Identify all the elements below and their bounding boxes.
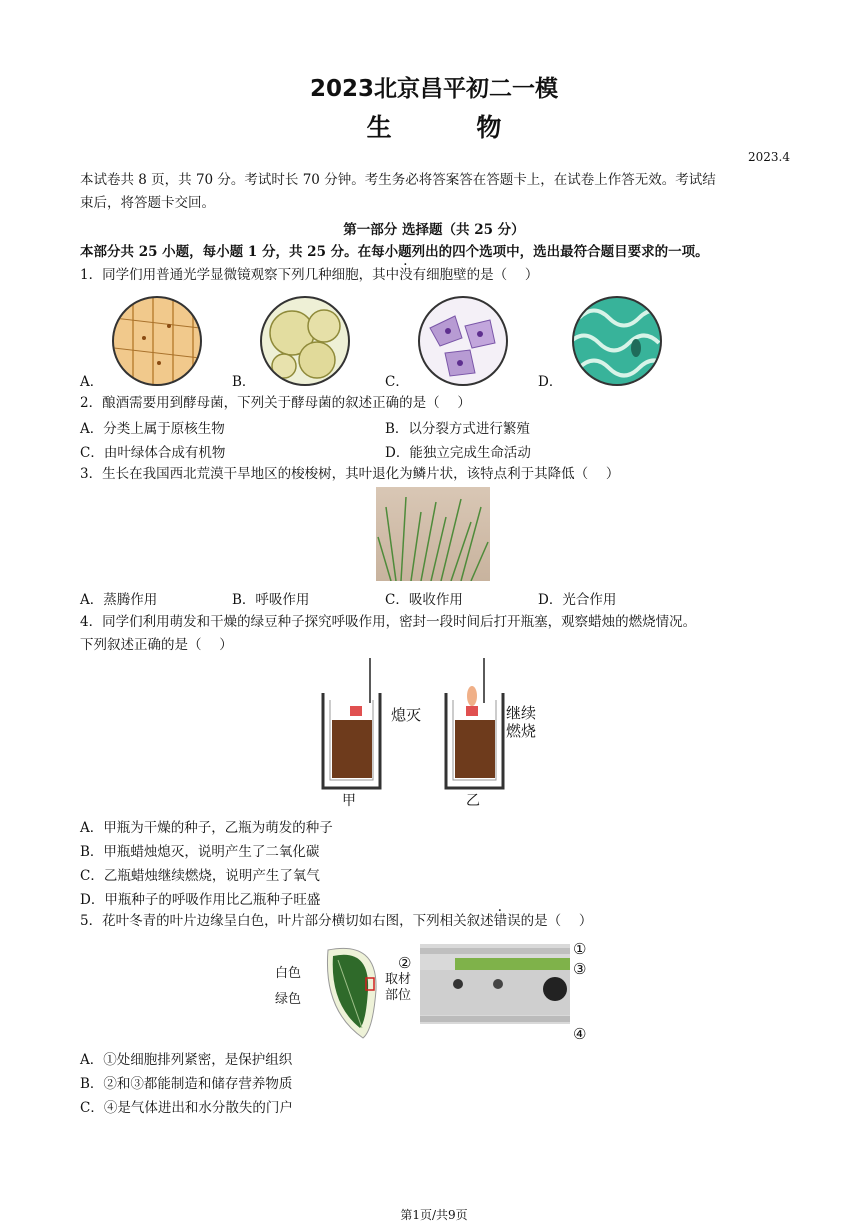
q2-option-a: A．分类上属于原核生物 <box>80 421 225 437</box>
q5-option-c: C．④是气体进出和水分散失的门户 <box>80 1100 293 1116</box>
marker-4: ④ <box>573 1025 587 1043</box>
q4-jar-label-jia: 甲 <box>342 793 356 809</box>
label-sample-1: 取材 <box>385 972 412 987</box>
saxaul-branches <box>376 487 490 581</box>
q5-stem-emphasis: 错误 <box>493 913 521 929</box>
q1-label-a: A． <box>80 374 104 390</box>
round-cells <box>262 298 348 384</box>
q4-stem-line-2: 下列叙述正确的是（ ） <box>80 637 233 653</box>
marker-1: ① <box>573 940 587 958</box>
q1-label-b: B． <box>232 374 256 390</box>
q1-stem-b: 细胞壁的是（ ） <box>426 267 539 283</box>
q4-label-continue: 继续 <box>506 704 537 722</box>
q4-label-burn: 燃烧 <box>506 722 537 740</box>
stomata-cells <box>574 298 660 384</box>
holly-leaf-image <box>318 940 384 1040</box>
q3-option-c: C．吸收作用 <box>385 592 463 608</box>
q5-option-b: B．②和③都能制造和储存营养物质 <box>80 1076 293 1092</box>
q5-stem <box>80 911 592 931</box>
marker-2: ② <box>398 954 412 972</box>
jar-left <box>323 658 380 788</box>
q3-stem: 3．生长在我国西北荒漠干旱地区的梭梭树，其叶退化为鳞片状，该特点利于其降低（ ） <box>80 466 620 482</box>
q4-option-b: B．甲瓶蜡烛熄灭，说明产生了二氧化碳 <box>80 844 320 860</box>
q2-option-b: B．以分裂方式进行繁殖 <box>385 421 530 437</box>
page-number: 第1页/共9页 <box>400 1208 468 1222</box>
q5-stem-a: 5．花叶冬青的叶片边缘呈白色，叶片部分横切如右图，下列相关叙述 <box>80 913 494 929</box>
q3-option-d: D．光合作用 <box>538 592 617 608</box>
onion-cell-walls <box>114 298 200 384</box>
q1-stem-emphasis: 没有 <box>399 267 427 283</box>
part1-instruction: 本部分共 25 小题，每小题 1 分，共 25 分。在每小题列出的四个选项中，选出最符合题目要求的一项。 <box>80 244 709 260</box>
q4-jar-label-yi: 乙 <box>466 793 480 809</box>
saxaul-photo <box>376 487 490 581</box>
q4-option-a: A．甲瓶为干燥的种子，乙瓶为萌发的种子 <box>80 820 333 836</box>
q4-label-extinguished: 熄灭 <box>391 706 422 724</box>
q4-option-c: C．乙瓶蜡烛继续燃烧，说明产生了氧气 <box>80 868 320 884</box>
leaf-epidermis-cell-image <box>572 296 662 386</box>
leaf-cross-section-image <box>420 944 570 1024</box>
q5-option-a: A．①处细胞排列紧密，是保护组织 <box>80 1052 293 1068</box>
label-sample-2: 部位 <box>385 988 412 1003</box>
q1-stem <box>80 265 538 285</box>
marker-3: ③ <box>573 960 587 978</box>
q3-option-a: A．蒸腾作用 <box>80 592 158 608</box>
exam-title: 2023北京昌平初二一模 <box>309 76 558 102</box>
q2-option-d: D．能独立完成生命活动 <box>385 445 531 461</box>
exam-date: 2023.4 <box>748 150 790 164</box>
label-green: 绿色 <box>275 992 302 1007</box>
intro-line-1: 本试卷共 8 页，共 70 分。考试时长 70 分钟。考生务必将答案答在答题卡上，在试卷上作答无效。考试结 <box>80 172 716 188</box>
subject-title: 生 物 <box>366 113 540 142</box>
q2-option-c: C．由叶绿体合成有机物 <box>80 445 226 461</box>
label-white: 白色 <box>275 966 302 981</box>
cheek-cell-image <box>418 296 508 386</box>
q1-label-c: C． <box>385 374 409 390</box>
q4-stem-line-1: 4．同学们利用萌发和干燥的绿豆种子探究呼吸作用，密封一段时间后打开瓶塞，观察蜡烛的燃烧情况。 <box>80 614 697 630</box>
intro-line-2: 束后，将答题卡交回。 <box>80 195 215 211</box>
q5-stem-b: 的是（ ） <box>520 913 593 929</box>
onion-epidermis-cell-image <box>112 296 202 386</box>
q4-option-d: D．甲瓶种子的呼吸作用比乙瓶种子旺盛 <box>80 892 321 908</box>
q1-stem-a: 1．同学们用普通光学显微镜观察下列几种细胞，其中 <box>80 267 400 283</box>
plant-cell-image-b <box>260 296 350 386</box>
q1-label-d: D． <box>538 374 563 390</box>
q3-option-b: B．呼吸作用 <box>232 592 310 608</box>
part1-heading: 第一部分 选择题（共 25 分） <box>343 222 525 238</box>
q2-stem: 2．酿酒需要用到酵母菌，下列关于酵母菌的叙述正确的是（ ） <box>80 395 471 411</box>
purple-cells <box>420 298 506 384</box>
jar-right <box>446 658 503 788</box>
